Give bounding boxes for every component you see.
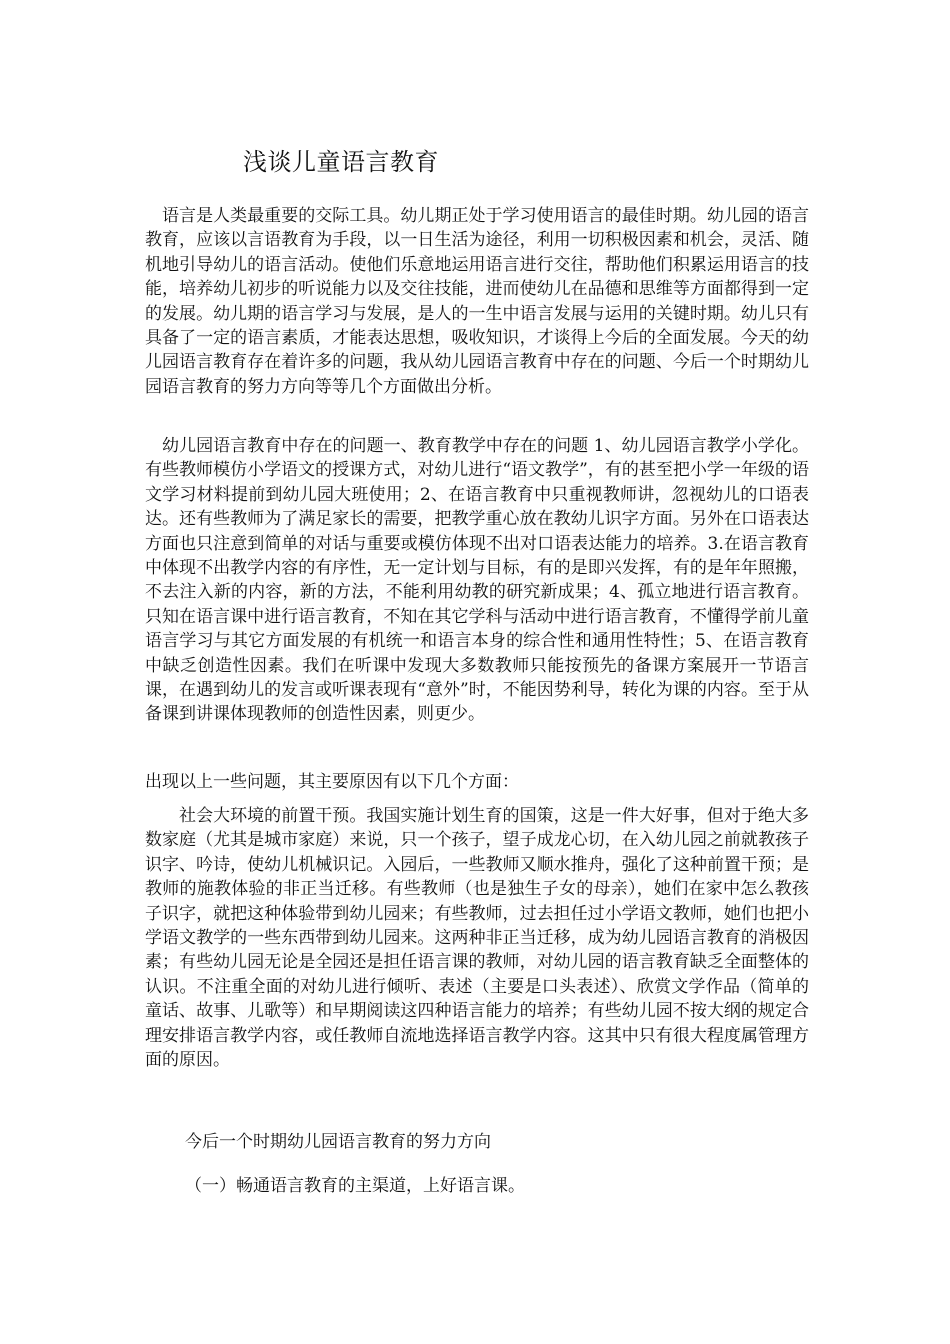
paragraph-intro: 语言是人类最重要的交际工具。幼儿期正处于学习使用语言的最佳时期。幼儿园的语言教育，应该以言语教育为手段，以一日生活为途径，利用一切积极因素和机会，灵活、随机地引导幼儿的语言活动。使他们乐意地运用语言进行交往，帮助他们积累运用语言的技能，培养幼儿初步的听说能力以及交往技能，进而使幼儿在品德和思维等方面都得到一定的发展。幼儿期的语言学习与发展，是人的一生中语言发展与运用的关键时期。幼儿只有具备了一定的语言素质，才能表达思想，吸收知识，才谈得上今后的全面发展。今天的幼儿园语言教育存在着许多的问题，我从幼儿园语言教育中存在的问题、今后一个时期幼儿园语言教育的努力方向等等几个方面做出分析。	[145, 206, 809, 397]
section-heading-direction: 今后一个时期幼儿园语言教育的努力方向	[185, 1132, 491, 1152]
document-title: 浅谈儿童语言教育	[243, 148, 439, 176]
paragraph-causes-lead: 出现以上一些问题，其主要原因有以下几个方面：	[145, 772, 519, 792]
paragraph-causes: 社会大环境的前置干预。我国实施计划生育的国策，这是一件大好事，但对于绝大多数家庭（尤其是城市家庭）来说，只一个孩子，望子成龙心切，在入幼儿园之前就教孩子识字、吟诗，使幼儿机械识记。入园后，一些教师又顺水推舟，强化了这种前置干预；是教师的施教体验的非正当迁移。有些教师（也是独生子女的母亲），她们在家中怎么教孩子识字，就把这种体验带到幼儿园来；有些教师，过去担任过小学语文教师，她们也把小学语文教学的一些东西带到幼儿园来。这两种非正当迁移，成为幼儿园语言教育的消极因素；有些幼儿园无论是全园还是担任语言课的教师，对幼儿园的语言教育缺乏全面整体的认识。不注重全面的对幼儿进行倾听、表述（主要是口头表述）、欣赏文学作品（简单的童话、故事、儿歌等）和早期阅读这四种语言能力的培养；有些幼儿园不按大纲的规定合理安排语言教学内容，或任教师自流地选择语言教学内容。这其中只有很大程度属管理方面的原因。	[145, 806, 809, 1071]
paragraph-problems: 幼儿园语言教育中存在的问题一、教育教学中存在的问题 1、幼儿园语言教学小学化。有些教师模仿小学语文的授课方式，对幼儿进行“语文教学”，有的甚至把小学一年级的语文学习材料提前到幼儿园大班使用；2、在语言教育中只重视教师讲，忽视幼儿的口语表达。还有些教师为了满足家长的需要，把教学重心放在教幼儿识字方面。另外在口语表达方面也只注意到简单的对话与重要或模仿体现不出对口语表达能力的培养。3.在语言教育中体现不出教学内容的有序性，无一定计划与目标，有的是即兴发挥，有的是年年照搬，不去注入新的内容，新的方法，不能利用幼教的研究新成果；4、孤立地进行语言教育。只知在语言课中进行语言教育，不知在其它学科与活动中进行语言教育，不懂得学前儿童语言学习与其它方面发展的有机统一和语言本身的综合性和通用性特性；5、在语言教育中缺乏创造性因素。我们在听课中发现大多数教师只能按预先的备课方案展开一节语言课，在遇到幼儿的发言或听课表现有“意外”时，不能因势利导，转化为课的内容。至于从备课到讲课体现教师的创造性因素，则更少。	[145, 436, 809, 725]
subsection-heading-1: （一）畅通语言教育的主渠道，上好语言课。	[185, 1176, 525, 1196]
